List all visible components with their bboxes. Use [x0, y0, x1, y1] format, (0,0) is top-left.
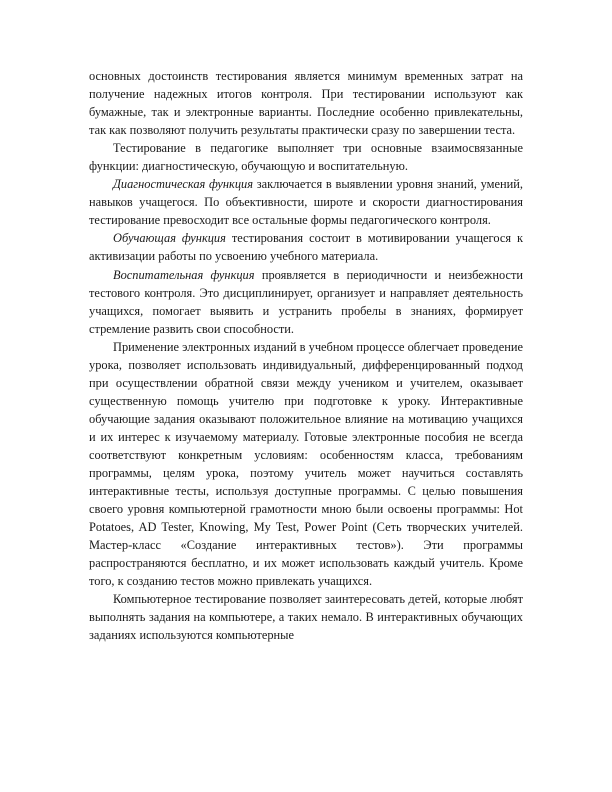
paragraph-educational-function	[89, 266, 523, 338]
paragraph-diagnostic-function	[89, 175, 523, 229]
paragraph-text: основных достоинств тестирования является минимум временных затрат на получение надежных итогов контроля. При тестировании используют как бумажные, так и электронные варианты. Последние особенно привлекательны, так как позволяют получить результаты практически сразу по завершении теста.	[89, 69, 523, 138]
paragraph-text: проявляется в периодичности и неизбежности тестового контроля. Это дисциплинирует, организует и направляет деятельность учащихся, помогает выявить и устранить пробелы в знаниях, формирует стремление развить свои способности.	[89, 267, 523, 336]
term-educational-function: Воспитательная функция	[113, 267, 255, 282]
document-text-body	[89, 67, 523, 645]
paragraph-electronic-publications	[89, 338, 523, 591]
term-diagnostic-function: Диагностическая функция	[113, 177, 254, 192]
paragraph-computer-testing	[89, 590, 523, 644]
paragraph-text: Применение электронных изданий в учебном процессе облегчает проведение урока, позволяет использовать индивидуальный, дифференцированный подход при осуществлении обратной связи между учеником и учителем, оказывает существенную помощь учителю при подготовке к уроку. Интерактивные обучающие задания оказывают положительное влияние на мотивацию учащихся и их интерес к изучаемому материалу. Готовые электронные пособия не всегда соответствуют конкретным условиям: особенностям класса, требованиям программы, целям урока, поэтому учитель может научиться составлять интерактивные тесты, используя доступные программы. С целью повышения своего уровня компьютерной грамотности мною были освоены программы: Hot Potatoes, AD Tester, Knowing, My Test, Power Point (Сеть творческих учителей. Мастер-класс «Создание интерактивных тестов»). Эти программы распространяются бесплатно, и их может использовать каждый учитель. Кроме того, к созданию тестов можно привлекать учащихся.	[89, 339, 523, 589]
term-teaching-function: Обучающая функция	[113, 231, 226, 246]
paragraph-testing-functions	[89, 139, 523, 175]
paragraph-text: Тестирование в педагогике выполняет три основные взаимосвязанные функции: диагностическую, обучающую и воспитательную.	[89, 141, 523, 174]
paragraph-testing-advantages	[89, 67, 523, 139]
paragraph-text: тестирования состоит в мотивировании учащегося к активизации работы по усвоению учебного материала.	[89, 231, 523, 264]
paragraph-text: Компьютерное тестирование позволяет заинтересовать детей, которые любят выполнять задания на компьютере, а таких немало. В интерактивных обучающих заданиях используются компьютерные	[89, 592, 523, 643]
paragraph-teaching-function	[89, 229, 523, 265]
paragraph-text: заключается в выявлении уровня знаний, умений, навыков учащегося. По объективности, широте и скорости диагностирования тестирование превосходит все остальные формы педагогического контроля.	[89, 177, 523, 228]
